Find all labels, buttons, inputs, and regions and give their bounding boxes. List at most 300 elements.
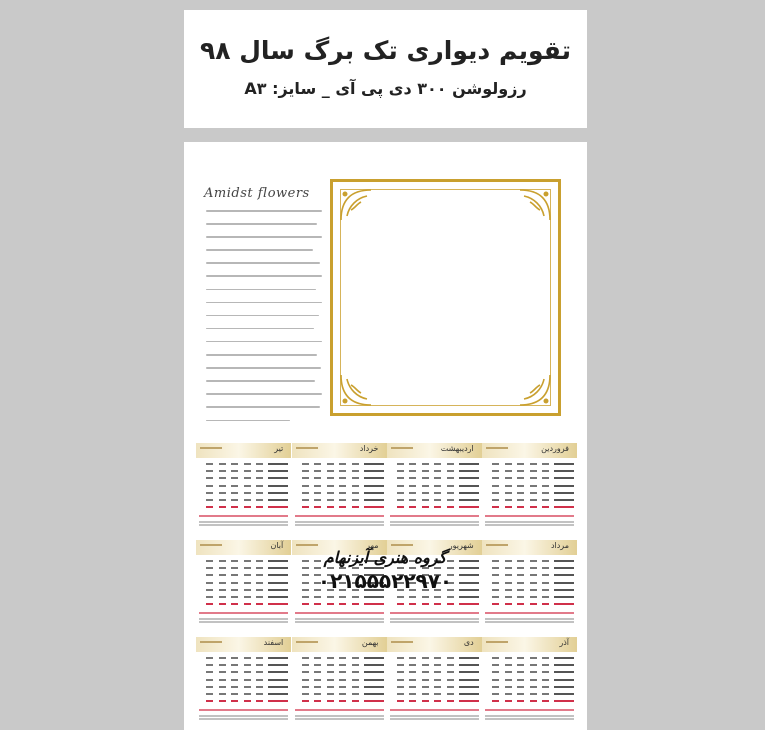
day-cell (314, 470, 321, 472)
events-note (390, 524, 479, 526)
day-cell (447, 693, 454, 695)
day-cell (219, 560, 226, 562)
day-cell (542, 574, 549, 576)
day-cell (434, 679, 441, 681)
day-cell (244, 589, 251, 591)
day-cell (339, 671, 346, 673)
day-cell (542, 499, 549, 501)
day-cell (219, 567, 226, 569)
month-block (482, 637, 577, 720)
weekday-label (459, 603, 479, 605)
day-cell (517, 664, 524, 666)
weekday-label (268, 589, 288, 591)
day-cell (505, 477, 512, 479)
day-cell (517, 567, 524, 569)
day-cell (327, 693, 334, 695)
day-cell (397, 664, 404, 666)
weekday-label (554, 582, 574, 584)
day-cell (244, 463, 251, 465)
day-cell (219, 657, 226, 659)
day-cell (339, 477, 346, 479)
day-cell (447, 499, 454, 501)
weekday-label (554, 657, 574, 659)
day-cell (492, 582, 499, 584)
month-name: مرداد (550, 541, 569, 550)
day-cell (314, 693, 321, 695)
day-cell (256, 671, 263, 673)
day-cell (206, 582, 213, 584)
day-cell (492, 679, 499, 681)
day-cell (542, 560, 549, 562)
day-cell (256, 463, 263, 465)
month-block (196, 540, 291, 623)
day-cell (219, 664, 226, 666)
weekday-label (554, 470, 574, 472)
holiday-note (485, 612, 574, 614)
day-cell (505, 492, 512, 494)
events-note (295, 621, 384, 623)
photo-frame (330, 179, 561, 416)
day-cell (244, 567, 251, 569)
day-cell (492, 485, 499, 487)
day-cell (231, 664, 238, 666)
day-cell (542, 700, 549, 702)
day-cell (517, 596, 524, 598)
day-cell (231, 679, 238, 681)
day-cell (530, 582, 537, 584)
day-cell (505, 693, 512, 695)
day-cell (505, 671, 512, 673)
day-cell (219, 470, 226, 472)
day-cell (327, 700, 334, 702)
day-cell (352, 679, 359, 681)
day-cell (530, 506, 537, 508)
day-cell (327, 485, 334, 487)
day-cell (231, 693, 238, 695)
events-note (485, 715, 574, 717)
month-header (196, 443, 291, 458)
day-cell (256, 596, 263, 598)
handwriting-line (206, 210, 322, 212)
day-cell (517, 686, 524, 688)
day-cell (505, 596, 512, 598)
weekday-label (268, 567, 288, 569)
events-note (295, 521, 384, 523)
day-cell (517, 499, 524, 501)
calendar-sheet (184, 142, 587, 730)
day-cell (397, 686, 404, 688)
day-cell (244, 485, 251, 487)
handwriting-line (206, 341, 322, 343)
day-cell (492, 671, 499, 673)
day-cell (505, 657, 512, 659)
day-cell (422, 485, 429, 487)
weekday-label (459, 596, 479, 598)
day-cell (206, 485, 213, 487)
day-cell (206, 603, 213, 605)
holiday-note (295, 515, 384, 517)
day-cell (517, 693, 524, 695)
weekday-label (268, 477, 288, 479)
month-days (482, 555, 577, 617)
day-cell (447, 506, 454, 508)
day-cell (447, 679, 454, 681)
day-cell (530, 567, 537, 569)
day-cell (505, 582, 512, 584)
day-cell (244, 470, 251, 472)
month-block (387, 637, 482, 720)
events-note (295, 618, 384, 620)
day-cell (206, 463, 213, 465)
day-cell (530, 679, 537, 681)
day-cell (256, 693, 263, 695)
day-cell (327, 499, 334, 501)
month-subtitle-mark (486, 641, 508, 643)
day-cell (352, 700, 359, 702)
day-cell (219, 700, 226, 702)
day-cell (492, 596, 499, 598)
day-cell (492, 560, 499, 562)
weekday-label (268, 664, 288, 666)
day-cell (231, 582, 238, 584)
day-cell (256, 657, 263, 659)
day-cell (244, 700, 251, 702)
day-cell (397, 700, 404, 702)
day-cell (530, 589, 537, 591)
handwriting-line (206, 420, 290, 422)
weekday-label (364, 657, 384, 659)
events-note (199, 715, 288, 717)
day-cell (517, 560, 524, 562)
day-cell (434, 499, 441, 501)
month-days (387, 458, 482, 520)
day-cell (206, 671, 213, 673)
day-cell (206, 589, 213, 591)
holiday-note (199, 612, 288, 614)
day-cell (447, 700, 454, 702)
day-cell (434, 664, 441, 666)
day-cell (256, 485, 263, 487)
day-cell (206, 477, 213, 479)
month-days (292, 652, 387, 714)
weekday-label (554, 560, 574, 562)
weekday-label (459, 506, 479, 508)
day-cell (530, 470, 537, 472)
day-cell (314, 671, 321, 673)
day-cell (314, 686, 321, 688)
day-cell (517, 477, 524, 479)
month-subtitle-mark (391, 544, 413, 546)
holiday-note (199, 515, 288, 517)
day-cell (314, 485, 321, 487)
weekday-label (459, 477, 479, 479)
weekday-label (268, 499, 288, 501)
day-cell (517, 574, 524, 576)
day-cell (492, 567, 499, 569)
day-cell (206, 686, 213, 688)
day-cell (422, 664, 429, 666)
day-cell (434, 657, 441, 659)
day-cell (206, 560, 213, 562)
day-cell (327, 477, 334, 479)
ornament-top-right-icon (516, 186, 554, 224)
day-cell (505, 700, 512, 702)
day-cell (256, 582, 263, 584)
day-cell (517, 700, 524, 702)
day-cell (352, 485, 359, 487)
day-cell (339, 470, 346, 472)
day-cell (530, 596, 537, 598)
day-cell (231, 603, 238, 605)
weekday-label (459, 664, 479, 666)
weekday-label (459, 485, 479, 487)
day-cell (231, 463, 238, 465)
day-cell (339, 679, 346, 681)
weekday-label (554, 567, 574, 569)
day-cell (314, 679, 321, 681)
day-cell (256, 567, 263, 569)
month-days (292, 458, 387, 520)
day-cell (517, 671, 524, 673)
day-cell (314, 492, 321, 494)
day-cell (542, 657, 549, 659)
day-cell (244, 686, 251, 688)
day-cell (422, 470, 429, 472)
day-cell (302, 574, 309, 576)
day-cell (219, 693, 226, 695)
day-cell (397, 671, 404, 673)
day-cell (397, 463, 404, 465)
day-cell (505, 664, 512, 666)
day-cell (244, 679, 251, 681)
day-cell (409, 470, 416, 472)
month-name: فروردین (541, 444, 569, 453)
handwriting-line (206, 262, 320, 264)
day-cell (409, 492, 416, 494)
handwriting-line (206, 406, 320, 408)
day-cell (542, 603, 549, 605)
day-cell (327, 470, 334, 472)
events-note (390, 621, 479, 623)
month-subtitle-mark (200, 447, 222, 449)
day-cell (314, 499, 321, 501)
weekday-label (364, 499, 384, 501)
day-cell (409, 506, 416, 508)
day-cell (231, 499, 238, 501)
month-name: دی (463, 638, 474, 647)
day-cell (422, 477, 429, 479)
day-cell (397, 506, 404, 508)
day-cell (530, 499, 537, 501)
weekday-label (268, 657, 288, 659)
ornament-bottom-right-icon (516, 371, 554, 409)
events-note (295, 524, 384, 526)
handwriting-line (206, 380, 315, 382)
day-cell (302, 693, 309, 695)
day-cell (517, 589, 524, 591)
day-cell (542, 506, 549, 508)
day-cell (244, 560, 251, 562)
day-cell (231, 506, 238, 508)
day-cell (505, 679, 512, 681)
ornament-top-left-icon (337, 186, 375, 224)
weekday-label (554, 671, 574, 673)
day-cell (206, 470, 213, 472)
day-cell (530, 671, 537, 673)
day-cell (256, 560, 263, 562)
weekday-label (554, 603, 574, 605)
day-cell (339, 657, 346, 659)
day-cell (302, 506, 309, 508)
month-subtitle-mark (486, 447, 508, 449)
day-cell (352, 477, 359, 479)
day-cell (231, 700, 238, 702)
day-cell (530, 463, 537, 465)
weekday-label (364, 470, 384, 472)
day-cell (517, 485, 524, 487)
month-block (196, 637, 291, 720)
weekday-label (268, 693, 288, 695)
day-cell (302, 567, 309, 569)
day-cell (422, 499, 429, 501)
day-cell (530, 485, 537, 487)
day-cell (352, 499, 359, 501)
day-cell (314, 700, 321, 702)
events-note (199, 618, 288, 620)
day-cell (542, 582, 549, 584)
month-name: تیر (274, 444, 284, 453)
page-title: تقویم دیواری تک برگ سال ۹۸ (199, 36, 572, 65)
weekday-label (554, 664, 574, 666)
weekday-label (364, 485, 384, 487)
weekday-label (554, 693, 574, 695)
day-cell (434, 485, 441, 487)
day-cell (352, 470, 359, 472)
weekday-label (459, 589, 479, 591)
day-cell (505, 589, 512, 591)
day-cell (256, 470, 263, 472)
month-subtitle-mark (296, 641, 318, 643)
weekday-label (268, 700, 288, 702)
month-days (196, 555, 291, 617)
day-cell (542, 463, 549, 465)
month-name: اردیبهشت (440, 444, 474, 453)
day-cell (530, 477, 537, 479)
day-cell (447, 492, 454, 494)
day-cell (530, 686, 537, 688)
month-row (196, 637, 577, 720)
day-cell (422, 679, 429, 681)
month-header (482, 540, 577, 555)
weekday-label (554, 596, 574, 598)
watermark-name: گروه هنری آیزنهام (323, 548, 447, 567)
day-cell (492, 657, 499, 659)
holiday-note (485, 515, 574, 517)
weekday-label (268, 582, 288, 584)
month-header (196, 637, 291, 652)
day-cell (434, 470, 441, 472)
weekday-label (364, 506, 384, 508)
weekday-label (459, 560, 479, 562)
day-cell (505, 686, 512, 688)
day-cell (302, 603, 309, 605)
day-cell (447, 463, 454, 465)
handwriting-block (206, 210, 322, 420)
weekday-label (364, 477, 384, 479)
day-cell (327, 686, 334, 688)
day-cell (206, 596, 213, 598)
month-days (387, 652, 482, 714)
day-cell (244, 506, 251, 508)
day-cell (206, 499, 213, 501)
weekday-label (459, 582, 479, 584)
day-cell (256, 492, 263, 494)
day-cell (434, 506, 441, 508)
weekday-label (554, 679, 574, 681)
day-cell (302, 589, 309, 591)
weekday-label (364, 463, 384, 465)
day-cell (422, 671, 429, 673)
holiday-note (199, 709, 288, 711)
weekday-label (459, 499, 479, 501)
weekday-label (459, 574, 479, 576)
weekday-label (459, 567, 479, 569)
day-cell (542, 679, 549, 681)
day-cell (397, 485, 404, 487)
day-cell (492, 477, 499, 479)
weekday-label (268, 492, 288, 494)
day-cell (256, 499, 263, 501)
day-cell (434, 693, 441, 695)
day-cell (206, 567, 213, 569)
weekday-label (268, 463, 288, 465)
handwriting-line (206, 328, 314, 330)
handwriting-line (206, 249, 313, 251)
day-cell (244, 603, 251, 605)
day-cell (409, 499, 416, 501)
day-cell (231, 485, 238, 487)
day-cell (422, 463, 429, 465)
weekday-label (364, 492, 384, 494)
month-days (482, 652, 577, 714)
day-cell (530, 603, 537, 605)
month-subtitle-mark (200, 544, 222, 546)
watermark-phone: ۰۲۱۵۵۵۲۲۹۷۰ (317, 569, 453, 593)
weekday-label (554, 574, 574, 576)
day-cell (314, 657, 321, 659)
day-cell (256, 686, 263, 688)
day-cell (409, 679, 416, 681)
day-cell (352, 664, 359, 666)
holiday-note (390, 709, 479, 711)
day-cell (492, 470, 499, 472)
day-cell (492, 463, 499, 465)
day-cell (434, 477, 441, 479)
day-cell (219, 582, 226, 584)
day-cell (244, 671, 251, 673)
day-cell (542, 596, 549, 598)
day-cell (314, 664, 321, 666)
day-cell (352, 693, 359, 695)
day-cell (231, 477, 238, 479)
day-cell (542, 671, 549, 673)
day-cell (505, 499, 512, 501)
day-cell (219, 603, 226, 605)
day-cell (327, 679, 334, 681)
day-cell (447, 671, 454, 673)
month-name: آبان (270, 541, 284, 550)
day-cell (219, 506, 226, 508)
